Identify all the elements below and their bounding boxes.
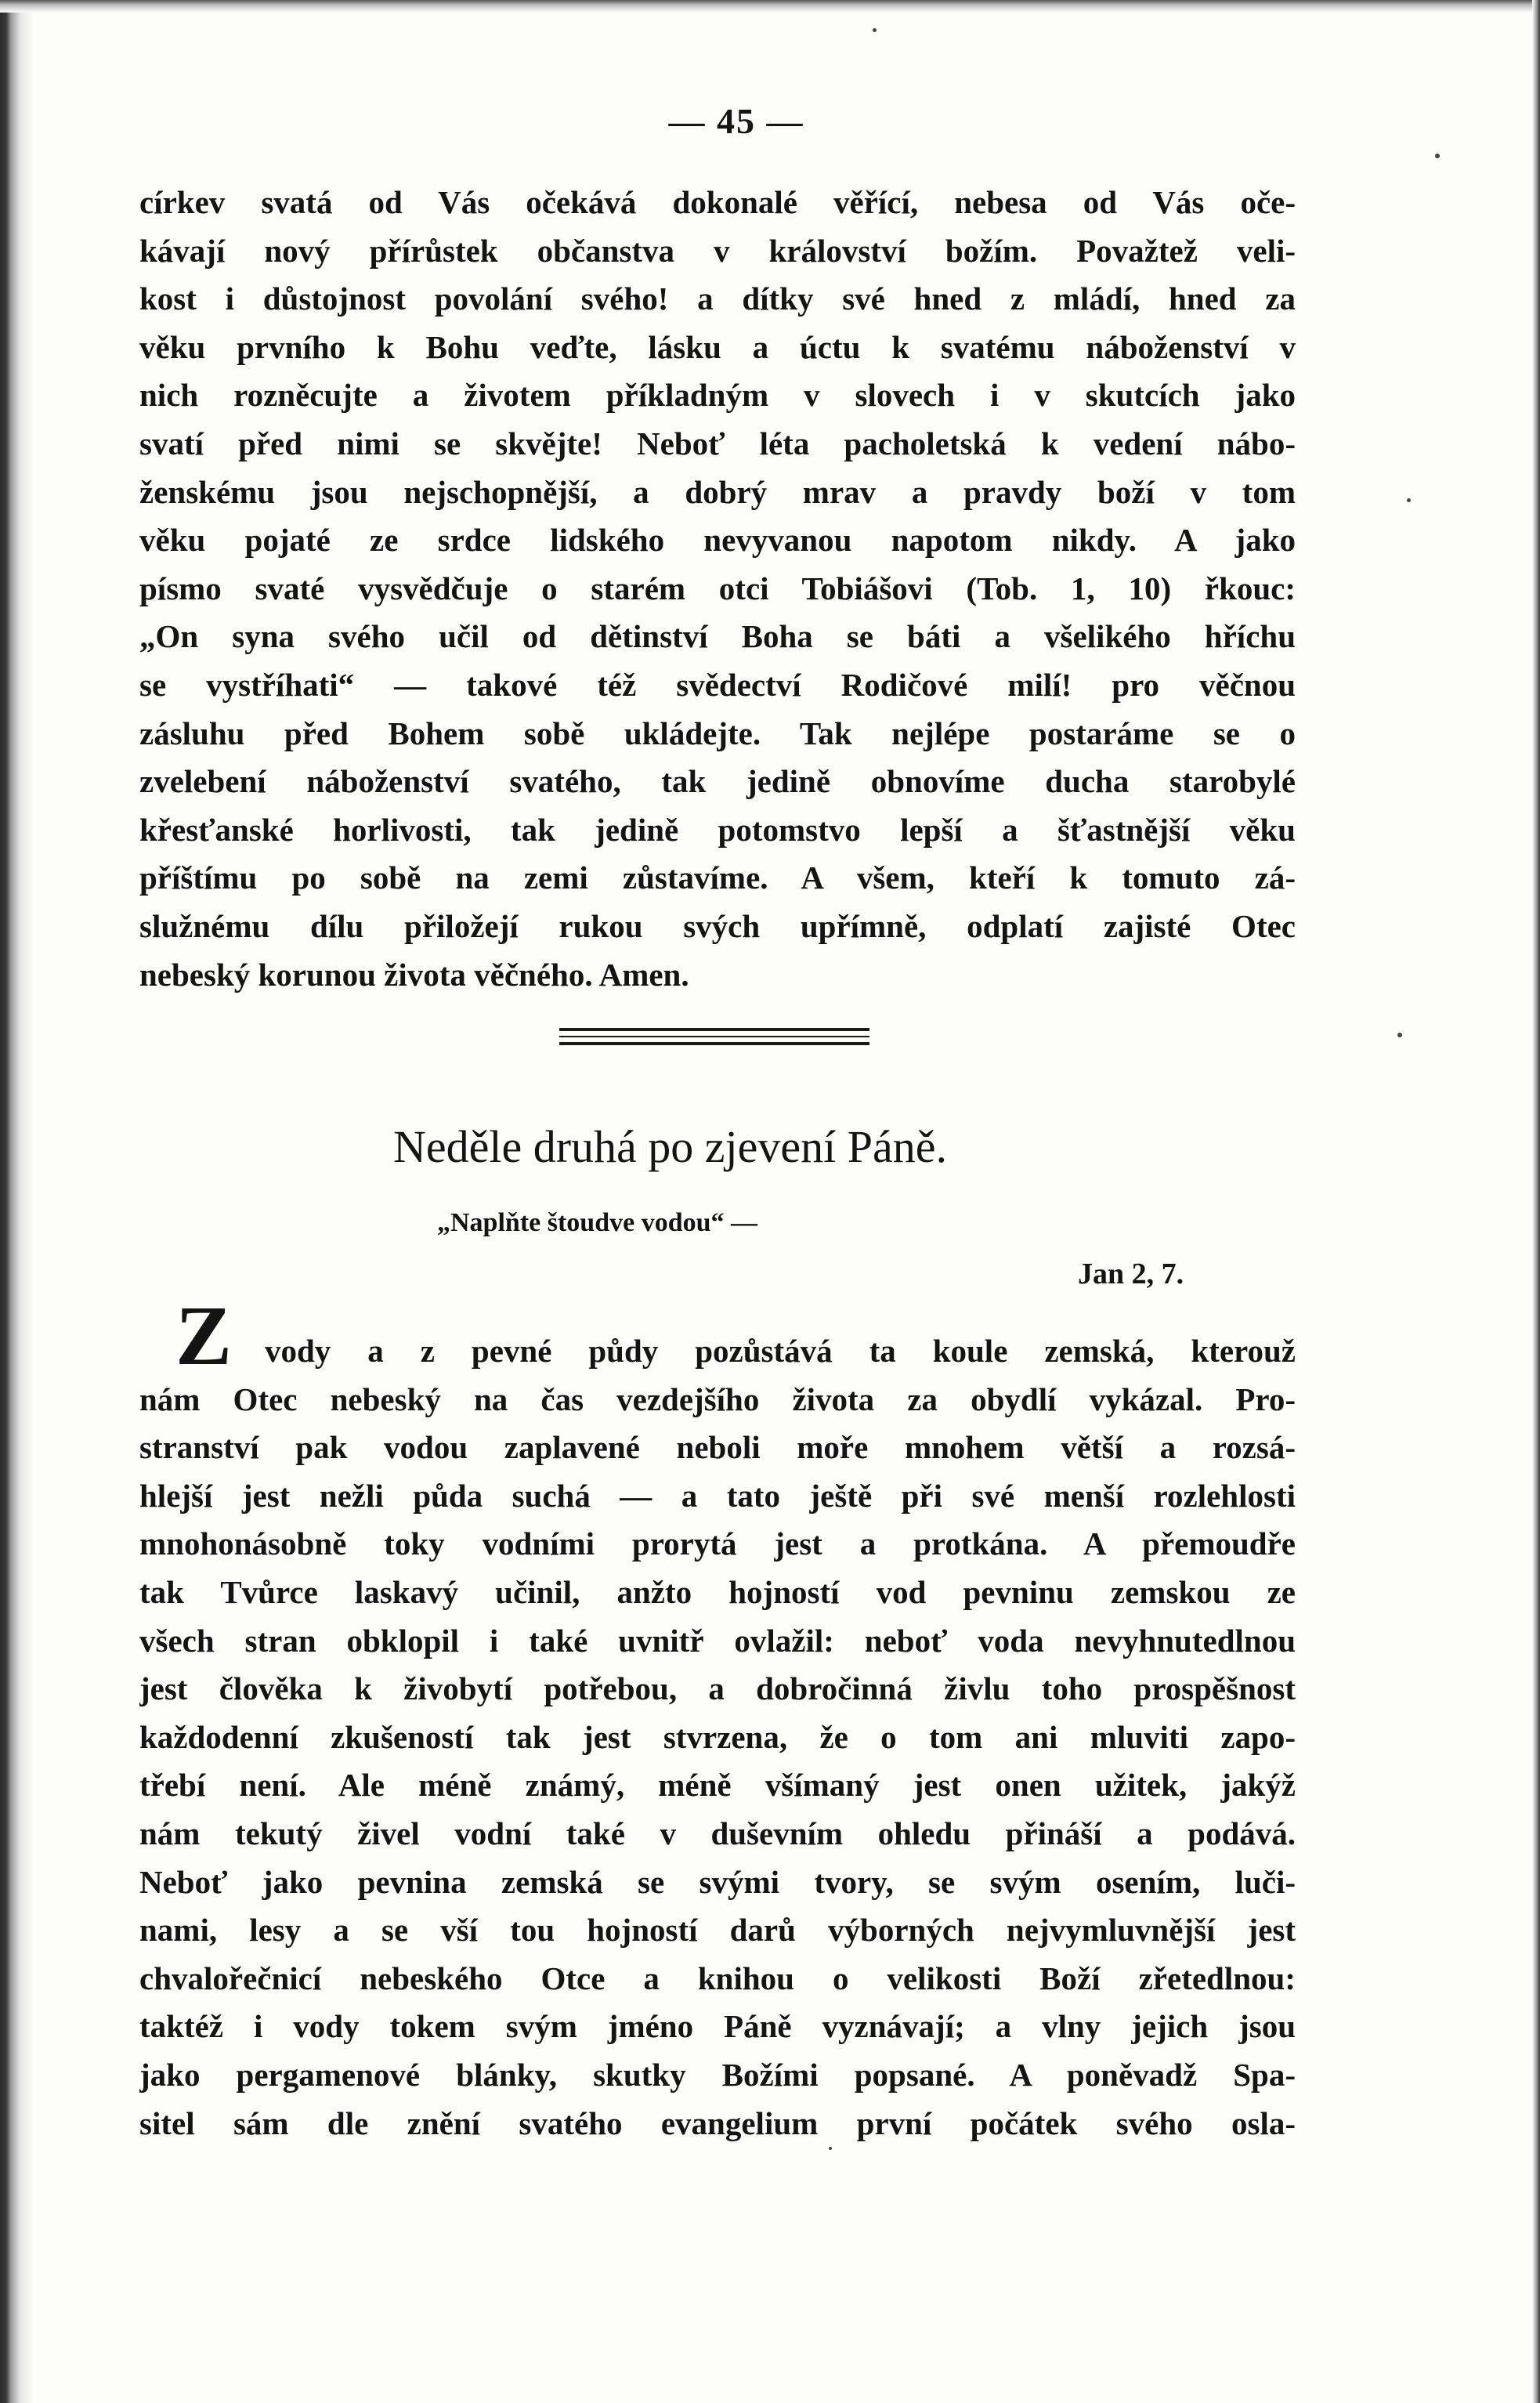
paragraph-line: služnému dílu přiložejí rukou svých upřímně, odplatí zajisté Otec	[139, 907, 1296, 944]
sermon-heading: Neděle druhá po zjevení Páně.	[393, 1121, 947, 1172]
paragraph-line: nebeský korunou života věčného. Amen.	[139, 956, 689, 993]
scan-speck	[1397, 1033, 1402, 1037]
scripture-reference: Jan 2, 7.	[1078, 1258, 1184, 1290]
paragraph-line: sitel sám dle znění svatého evangelium první počátek svého osla-	[139, 2104, 1296, 2141]
paragraph-line: Neboť jako pevnina zemská se svými tvory, se svým osením, luči-	[139, 1863, 1296, 1900]
section-divider-top-rule	[559, 1028, 869, 1031]
section-divider-middle-rule	[559, 1036, 869, 1037]
scan-speck	[1407, 498, 1411, 502]
top-edge-shadow	[0, 0, 1540, 13]
scan-speck	[1435, 154, 1440, 158]
paragraph-line: „On syna svého učil od dětinství Boha se báti a všelikého hříchu	[139, 618, 1296, 655]
paragraph-line: věku pojaté ze srdce lidského nevyvanou napotom nikdy. A jako	[139, 522, 1296, 559]
paragraph-line: zásluhu před Bohem sobě ukládejte. Tak nejlépe postaráme se o	[139, 715, 1296, 751]
paragraph-line: nám Otec nebeský na čas vezdejšího života za obydlí vykázal. Pro-	[139, 1381, 1296, 1417]
paragraph-line: zvelebení náboženství svatého, tak jedině obnovíme ducha starobylé	[139, 763, 1296, 800]
paragraph-line: ženskému jsou nejschopnější, a dobrý mrav a pravdy boží v tom	[139, 473, 1296, 510]
paragraph-line: písmo svaté vysvědčuje o starém otci Tobiášovi (Tob. 1, 10) řkouc:	[139, 570, 1296, 606]
paragraph-line: taktéž i vody tokem svým jméno Páně vyznávají; a vlny jejich jsou	[139, 2008, 1296, 2045]
paragraph-line: kost i důstojnost povolání svého! a dítky své hned z mládí, hned za	[139, 280, 1296, 317]
paragraph-line: svatí před nimi se skvějte! Neboť léta pacholetská k vedení nábo-	[139, 425, 1296, 461]
page-number: — 45 —	[668, 101, 804, 141]
sermon-motto: „Naplňte štoudve vodou“ —	[437, 1208, 758, 1237]
paragraph-line: vody a z pevné půdy pozůstává ta koule zemská, kterouž	[265, 1333, 1296, 1369]
scan-speck	[829, 2147, 832, 2150]
paragraph-line: chvalořečnicí nebeského Otce a knihou o velikosti Boží zřetedlnou:	[139, 1960, 1296, 1996]
paragraph-line: třebí není. Ale méně známý, méně všímaný jest onen užitek, jakýž	[139, 1767, 1296, 1804]
sermon-paragraph	[139, 1327, 1296, 2148]
section-divider-bottom-rule	[559, 1042, 869, 1045]
paragraph-line: každodenní zkušeností tak jest stvrzena, že o tom ani mluviti zapo-	[139, 1718, 1296, 1755]
paragraph-line: příštímu po sobě na zemi zůstavíme. A všem, kteří k tomuto zá-	[139, 860, 1296, 896]
right-edge-shadow	[1532, 0, 1540, 2403]
paragraph-line: křesťanské horlivosti, tak jedině potomstvo lepší a šťastnější věku	[139, 811, 1296, 848]
paragraph-line: mnohonásobně toky vodními prorytá jest a protkána. A přemoudře	[139, 1525, 1296, 1562]
scan-speck	[873, 28, 877, 32]
paragraph-line: všech stran obklopil i také uvnitř ovlažil: neboť voda nevyhnutedlnou	[139, 1622, 1296, 1659]
paragraph-line: se vystříhati“ — takové též svědectví Rodičové milí! pro věčnou	[139, 666, 1296, 703]
paragraph-line: stranství pak vodou zaplavené neboli moře mnohem větší a rozsá-	[139, 1429, 1296, 1466]
binding-edge-shadow	[0, 0, 34, 2403]
paragraph-line: hlejší jest nežli půda suchá — a tato ještě při své menší rozlehlosti	[139, 1477, 1296, 1514]
paragraph-line: nich rozněcujte a životem příkladným v slovech i v skutcích jako	[139, 377, 1296, 414]
continued-paragraph	[139, 179, 1296, 999]
paragraph-line: věku prvního k Bohu veďte, lásku a úctu k svatému náboženství v	[139, 328, 1296, 365]
paragraph-line: tak Tvůrce laskavý učinil, anžto hojností vod pevninu zemskou ze	[139, 1573, 1296, 1610]
drop-cap: Z	[175, 1290, 233, 1383]
paragraph-line: kávají nový přírůstek občanstva v království božím. Považtež veli-	[139, 232, 1296, 269]
paragraph-line: církev svatá od Vás očekává dokonalé věřící, nebesa od Vás oče-	[139, 184, 1296, 220]
paragraph-line: nami, lesy a se vší tou hojností darů výborných nejvymluvnější jest	[139, 1912, 1296, 1949]
paragraph-line: nám tekutý živel vodní také v duševním ohledu přináší a podává.	[139, 1815, 1296, 1851]
paragraph-line: jako pergamenové blánky, skutky Božími popsané. A poněvadž Spa-	[139, 2056, 1296, 2093]
paragraph-line: jest člověka k živobytí potřebou, a dobročinná živlu toho prospěšnost	[139, 1670, 1296, 1707]
